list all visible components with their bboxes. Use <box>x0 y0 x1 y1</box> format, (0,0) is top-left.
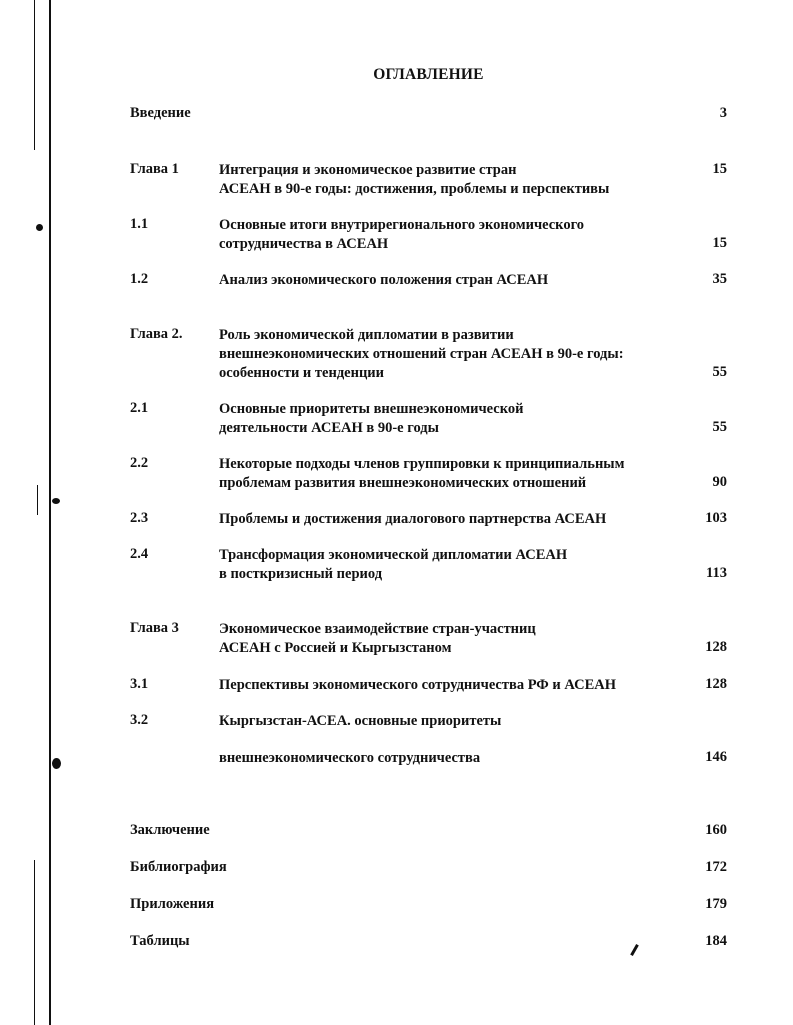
toc-label: 2.2 <box>130 455 149 471</box>
toc-text: Кыргызстан-АСЕА. основные приоритеты <box>219 713 502 729</box>
toc-text: Перспективы экономического сотрудничества РФ и АСЕАН <box>219 677 617 693</box>
toc-text: сотрудничества в АСЕАН <box>219 236 389 252</box>
toc-page: 90 <box>712 474 727 490</box>
toc-label: Таблицы <box>130 933 190 949</box>
toc-page: 35 <box>712 271 727 287</box>
toc-page: 113 <box>706 565 727 581</box>
toc-page: 55 <box>712 364 727 380</box>
scan-edge-line <box>37 485 38 515</box>
toc-label: 1.1 <box>130 216 149 232</box>
pen-mark <box>630 944 639 956</box>
punch-hole-mark <box>52 758 61 769</box>
toc-label: Глава 1 <box>130 161 179 177</box>
toc-page: 184 <box>705 933 727 949</box>
page-title: ОГЛАВЛЕНИЕ <box>373 66 484 83</box>
punch-hole-mark <box>52 498 60 504</box>
toc-text: Интеграция и экономическое развитие стран <box>219 162 517 178</box>
toc-label: 1.2 <box>130 271 149 287</box>
scan-edge-line <box>49 0 51 1025</box>
toc-text: деятельности АСЕАН в 90-е годы <box>219 420 439 436</box>
toc-text: проблемам развития внешнеэкономических отношений <box>219 475 587 491</box>
toc-page: 179 <box>705 896 727 912</box>
toc-label: 2.3 <box>130 510 149 526</box>
toc-page: 146 <box>705 749 727 765</box>
toc-page: 55 <box>712 419 727 435</box>
toc-label: Глава 3 <box>130 620 179 636</box>
toc-text: Некоторые подходы членов группировки к принципиальным <box>219 456 625 472</box>
toc-label: Приложения <box>130 896 215 912</box>
toc-text: АСЕАН в 90-е годы: достижения, проблемы и перспективы <box>219 181 610 197</box>
toc-text: внешнеэкономических отношений стран АСЕАН в 90-е годы: <box>219 346 624 362</box>
toc-text: Основные итоги внутрирегионального экономического <box>219 217 585 233</box>
toc-page: 128 <box>705 639 727 655</box>
toc-page: 15 <box>712 235 727 251</box>
punch-hole-mark <box>36 224 43 231</box>
toc-label: 2.4 <box>130 546 149 562</box>
toc-text: Роль экономической дипломатии в развитии <box>219 327 514 343</box>
toc-text: Трансформация экономической дипломатии АСЕАН <box>219 547 568 563</box>
scan-edge-line <box>34 860 35 1025</box>
toc-label: Заключение <box>130 822 210 838</box>
toc-text: в посткризисный период <box>219 566 383 582</box>
toc-text: Анализ экономического положения стран АСЕАН <box>219 272 549 288</box>
toc-label: Библиография <box>130 859 227 875</box>
toc-page: 172 <box>705 859 727 875</box>
toc-text: особенности и тенденции <box>219 365 385 381</box>
toc-text: внешнеэкономического сотрудничества <box>219 750 481 766</box>
toc-text: Основные приоритеты внешнеэкономической <box>219 401 524 417</box>
toc-label: 3.2 <box>130 712 149 728</box>
toc-label: 3.1 <box>130 676 149 692</box>
toc-page: 128 <box>705 676 727 692</box>
toc-page: 160 <box>705 822 727 838</box>
toc-text: АСЕАН с Россией и Кыргызстаном <box>219 640 452 656</box>
toc-page: 103 <box>705 510 727 526</box>
toc-page: 3 <box>719 105 727 121</box>
toc-label: Введение <box>130 105 191 121</box>
toc-page: 15 <box>712 161 727 177</box>
toc-text: Экономическое взаимодействие стран-участниц <box>219 621 536 637</box>
toc-text: Проблемы и достижения диалогового партнерства АСЕАН <box>219 511 607 527</box>
toc-label: Глава 2. <box>130 326 183 342</box>
toc-label: 2.1 <box>130 400 149 416</box>
